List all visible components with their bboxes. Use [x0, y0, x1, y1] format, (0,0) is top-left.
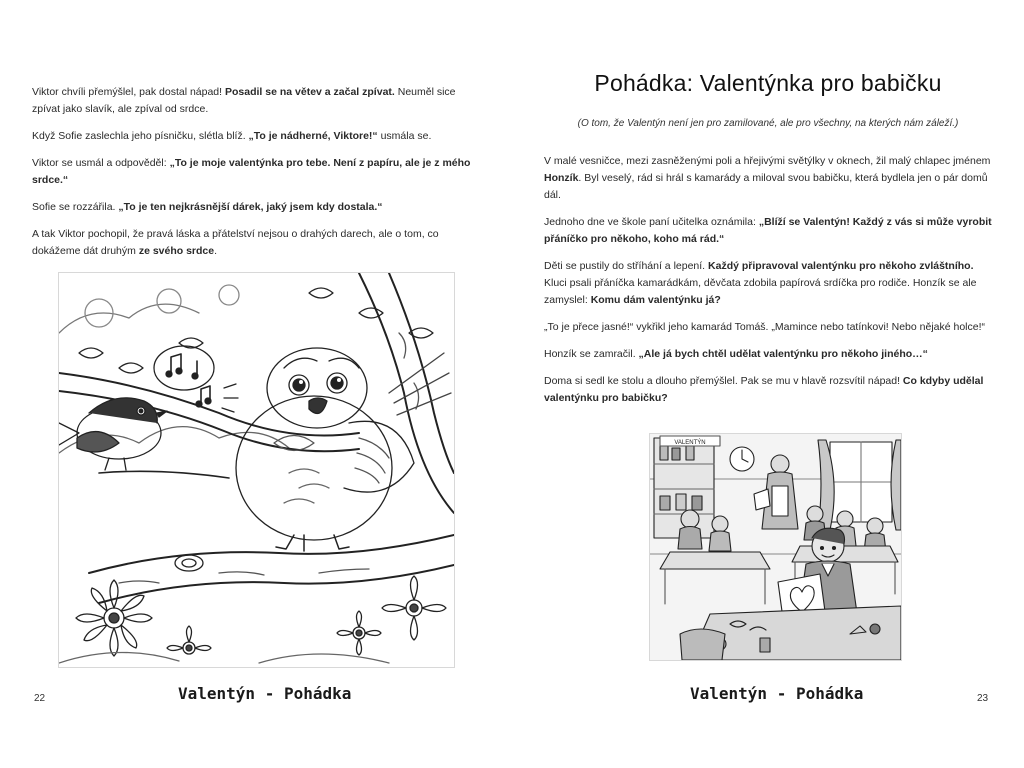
story-paragraph [544, 346, 994, 363]
story-subtitle: (O tom, že Valentýn není jen pro zamilované, ale pro všechny, na kterých nám záleží.) [577, 118, 959, 129]
text-run: Honzík se zamračil. [544, 348, 639, 360]
classroom-banner-text: VALENTÝN [674, 440, 706, 446]
text-run: Když Sofie zaslechla jeho písničku, slétla blíž. [32, 130, 249, 142]
text-run: Děti se pustily do stříhání a lepení. [544, 260, 709, 272]
story-paragraph [544, 214, 994, 248]
text-run: usmála se. [377, 130, 432, 142]
story-paragraph [544, 153, 994, 204]
story-paragraph [544, 319, 994, 336]
text-run: . [214, 245, 218, 257]
bold-text-run: Co kdyby udělal valentýnku pro babičku? [544, 375, 984, 404]
text-run: Doma si sedl ke stolu a dlouho přemýšlel. Pak se mu v hlavě rozsvítil nápad! [544, 375, 903, 387]
story-paragraph [544, 258, 994, 309]
left-story-text [32, 84, 472, 270]
story-paragraph [32, 199, 472, 216]
bold-text-run: „Ale já bych chtěl udělat valentýnku pro někoho jiného…“ [638, 348, 928, 360]
footer-title: Valentýn - Pohádka [178, 684, 352, 703]
footer-title: Valentýn - Pohádka [690, 684, 864, 703]
right-story-text [544, 153, 994, 417]
birds-singing-illustration [58, 272, 455, 668]
bold-text-run: „To je nádherné, Viktore!“ [248, 130, 378, 142]
bold-text-run: Honzík [544, 172, 579, 184]
page-number: 23 [977, 693, 989, 704]
classroom-illustration [649, 433, 902, 661]
bold-text-run: „Blíží se Valentýn! Každý z vás si může vyrobit přáníčko pro někoho, koho má rád.“ [544, 216, 992, 245]
bold-text-run: Komu dám valentýnku já? [590, 294, 721, 306]
bold-text-run: ze svého srdce [138, 245, 215, 257]
text-run: Neuměl sice zpívat jako slavík, ale zpíval od srdce. [32, 86, 456, 115]
text-run: Jednoho dne ve škole paní učitelka oznámila: [544, 216, 759, 228]
page-number: 22 [34, 693, 46, 704]
story-title: Pohádka: Valentýnka pro babičku [594, 70, 942, 96]
text-run: V malé vesničce, mezi zasněženými poli a hřejivými světýlky v oknech, žil malý chlapec jménem [544, 155, 991, 167]
text-run: Viktor chvíli přemýšlel, pak dostal nápad! [32, 86, 225, 98]
text-run: Kluci psali přáníčka kamarádkám, děvčata zdobila papírová srdíčka pro rodiče. Honzík se ale zamyslel: [544, 277, 977, 306]
text-run: Sofie se rozzářila. [32, 201, 119, 213]
text-run: . Byl veselý, rád si hrál s kamarády a miloval svou babičku, která bydlela jen o pár domů dál. [544, 172, 988, 201]
story-paragraph [32, 155, 472, 189]
story-paragraph [32, 84, 472, 118]
text-run: Viktor se usmál a odpověděl: [32, 157, 170, 169]
text-run: A tak Viktor pochopil, že pravá láska a přátelství nejsou o drahých darech, ale o tom, co dokážeme dát druhým [32, 228, 439, 257]
story-paragraph [32, 226, 472, 260]
bold-text-run: „To je ten nejkrásnější dárek, jaký jsem kdy dostala.“ [118, 201, 383, 213]
story-paragraph [544, 373, 994, 407]
bold-text-run: Posadil se na větev a začal zpívat. [224, 86, 395, 98]
bold-text-run: „To je moje valentýnka pro tebe. Není z papíru, ale je z mého srdce.“ [32, 157, 471, 186]
story-paragraph [32, 128, 472, 145]
bold-text-run: Každý připravoval valentýnku pro někoho zvláštního. [708, 260, 974, 272]
text-run: „To je přece jasné!“ vykřikl jeho kamarád Tomáš. „Mamince nebo tatínkovi! Nebo nějaké holce!“ [544, 321, 986, 333]
right-page [512, 0, 1024, 768]
